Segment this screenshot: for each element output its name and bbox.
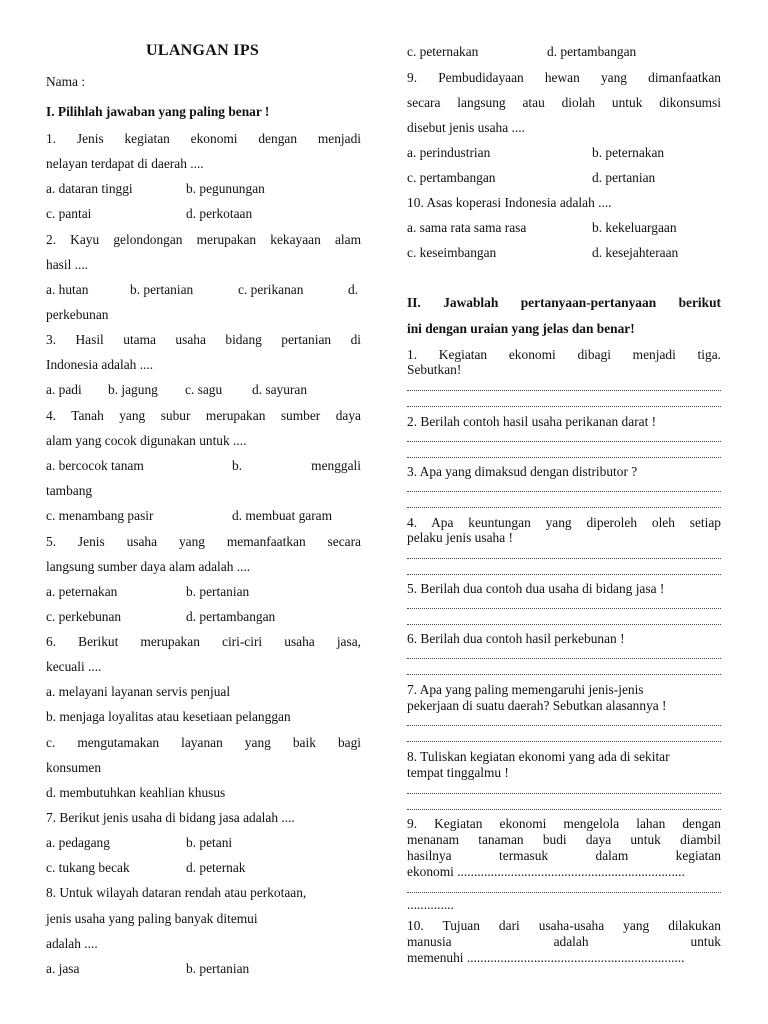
section-2-heading: II. Jawablah pertanyaan-pertanyaan berikut: [407, 295, 721, 310]
question-4-text-cont: alam yang cocok digunakan untuk ....: [46, 433, 247, 448]
option-d: d. membutuhkan keahlian khusus: [46, 785, 226, 800]
essay-8-text: 8. Tuliskan kegiatan ekonomi yang ada di sekitar: [407, 749, 670, 764]
essay-8-text-cont: tempat tinggalmu !: [407, 765, 509, 780]
option-a: a. melayani layanan servis penjual: [46, 684, 231, 699]
option-d: d.: [348, 282, 359, 297]
option-a: a. peternakan: [46, 584, 118, 599]
name-field-label: Nama :: [46, 74, 86, 89]
essay-1-text-cont: Sebutkan!: [407, 362, 462, 377]
question-10-text: 10. Asas koperasi Indonesia adalah ....: [407, 195, 612, 210]
option-d: d. pertambangan: [547, 44, 637, 59]
question-3-text: 3. Hasil utama usaha bidang pertanian di: [46, 332, 361, 347]
question-9-text: 9. Pembudidayaan hewan yang dimanfaatkan: [407, 70, 721, 85]
question-5-text-cont: langsung sumber daya alam adalah ....: [46, 559, 251, 574]
question-9-text-cont: secara langsung atau diolah untuk dikonsumsi: [407, 95, 721, 110]
option-d: d. kesejahteraan: [592, 245, 679, 260]
essay-9-answer-blank[interactable]: ..............: [407, 897, 454, 912]
option-d: d. membuat garam: [232, 508, 333, 523]
answer-line[interactable]: [407, 457, 721, 462]
option-b: b. petani: [186, 835, 233, 850]
page-title: ULANGAN IPS: [146, 42, 260, 59]
essay-9-text-cont: hasilnya termasuk dalam kegiatan: [407, 848, 721, 863]
section-1-heading: I. Pilihlah jawaban yang paling benar !: [46, 104, 270, 119]
option-d: d. peternak: [186, 860, 246, 875]
essay-7-text-cont: pekerjaan di suatu daerah? Sebutkan alasannya !: [407, 698, 667, 713]
option-b: b. pertanian: [186, 961, 250, 976]
option-d: d. pertambangan: [186, 609, 276, 624]
option-c: c. pantai: [46, 206, 92, 221]
essay-10-text: 10. Tujuan dari usaha-usaha yang dilakukan: [407, 918, 721, 933]
option-b: b. kekeluargaan: [592, 220, 677, 235]
option-c: c. peternakan: [407, 44, 479, 59]
option-d: d. pertanian: [592, 170, 656, 185]
essay-2-text: 2. Berilah contoh hasil usaha perikanan darat !: [407, 414, 657, 429]
option-b: b. jagung: [108, 382, 158, 397]
option-b-word: menggali: [311, 458, 361, 473]
option-c: c. perikanan: [238, 282, 304, 297]
option-b: b. pertanian: [130, 282, 194, 297]
option-c: c. pertambangan: [407, 170, 496, 185]
option-c: c. menambang pasir: [46, 508, 154, 523]
option-a: a. sama rata sama rasa: [407, 220, 527, 235]
option-c: c. sagu: [185, 382, 223, 397]
option-a: a. hutan: [46, 282, 89, 297]
question-4-text: 4. Tanah yang subur merupakan sumber daya: [46, 408, 361, 423]
question-6-text-cont: kecuali ....: [46, 659, 102, 674]
question-2-text-cont: hasil ....: [46, 257, 89, 272]
essay-9-answer-blank[interactable]: ekonomi ....................................................................: [407, 864, 685, 879]
option-c-cont: konsumen: [46, 760, 102, 775]
answer-line[interactable]: [407, 441, 721, 446]
essay-7-text: 7. Apa yang paling memengaruhi jenis-jenis: [407, 682, 644, 697]
option-b: b. menjaga loyalitas atau kesetiaan pelanggan: [46, 709, 291, 724]
option-a: a. bercocok tanam: [46, 458, 144, 473]
essay-9-text-cont: menanam tanaman budi daya untuk diambil: [407, 832, 721, 847]
option-b: b. pertanian: [186, 584, 250, 599]
essay-1-text: 1. Kegiatan ekonomi dibagi menjadi tiga.: [407, 347, 721, 362]
option-c: c. perkebunan: [46, 609, 122, 624]
option-a: a. padi: [46, 382, 82, 397]
essay-9-text: 9. Kegiatan ekonomi mengelola lahan dengan: [407, 816, 721, 831]
question-8-text-cont: adalah ....: [46, 936, 98, 951]
option-a: a. perindustrian: [407, 145, 491, 160]
answer-line[interactable]: [407, 793, 721, 798]
option-b: b. peternakan: [592, 145, 665, 160]
question-2-text: 2. Kayu gelondongan merupakan kekayaan alam: [46, 232, 361, 247]
option-b: b.: [232, 458, 243, 473]
question-5-text: 5. Jenis usaha yang memanfaatkan secara: [46, 534, 361, 549]
answer-line[interactable]: [407, 574, 721, 579]
answer-line[interactable]: [407, 558, 721, 563]
question-6-text: 6. Berikut merupakan ciri-ciri usaha jasa,: [46, 634, 361, 649]
option-a: a. jasa: [46, 961, 80, 976]
question-3-text-cont: Indonesia adalah ....: [46, 357, 154, 372]
option-d: d. sayuran: [252, 382, 308, 397]
essay-4-text: 4. Apa keuntungan yang diperoleh oleh setiap: [407, 515, 721, 530]
option-c: c. keseimbangan: [407, 245, 497, 260]
essay-5-text: 5. Berilah dua contoh dua usaha di bidang jasa !: [407, 581, 665, 596]
answer-line[interactable]: [407, 725, 721, 730]
answer-line[interactable]: [407, 741, 721, 746]
question-9-text-cont: disebut jenis usaha ....: [407, 120, 525, 135]
answer-line[interactable]: [407, 507, 721, 512]
question-1-text: 1. Jenis kegiatan ekonomi dengan menjadi: [46, 131, 361, 146]
option-b: b. pegunungan: [186, 181, 265, 196]
option-d: d. perkotaan: [186, 206, 253, 221]
option-c: c. mengutamakan layanan yang baik bagi: [46, 735, 361, 750]
question-8-text: 8. Untuk wilayah dataran rendah atau perkotaan,: [46, 885, 307, 900]
answer-line[interactable]: [407, 491, 721, 496]
answer-line[interactable]: [407, 390, 721, 395]
essay-4-text-cont: pelaku jenis usaha !: [407, 530, 513, 545]
essay-10-answer-blank[interactable]: memenuhi .................................................................: [407, 950, 685, 965]
question-8-text-cont: jenis usaha yang paling banyak ditemui: [46, 911, 258, 926]
option-a: a. pedagang: [46, 835, 110, 850]
answer-line[interactable]: [407, 809, 721, 814]
option-c: c. tukang becak: [46, 860, 130, 875]
answer-line[interactable]: [407, 608, 721, 613]
answer-line[interactable]: [407, 658, 721, 663]
section-2-heading-cont: ini dengan uraian yang jelas dan benar!: [407, 321, 635, 336]
option-b-cont: tambang: [46, 483, 93, 498]
option-a: a. dataran tinggi: [46, 181, 133, 196]
essay-6-text: 6. Berilah dua contoh hasil perkebunan !: [407, 631, 625, 646]
question-7-text: 7. Berikut jenis usaha di bidang jasa adalah ....: [46, 810, 295, 825]
option-d-cont: perkebunan: [46, 307, 109, 322]
answer-line[interactable]: [407, 406, 721, 411]
answer-line[interactable]: [407, 674, 721, 679]
essay-3-text: 3. Apa yang dimaksud dengan distributor ?: [407, 464, 638, 479]
essay-10-text-cont: manusia adalah untuk: [407, 934, 721, 949]
question-1-text-cont: nelayan terdapat di daerah ....: [46, 156, 204, 171]
answer-line[interactable]: [407, 624, 721, 629]
